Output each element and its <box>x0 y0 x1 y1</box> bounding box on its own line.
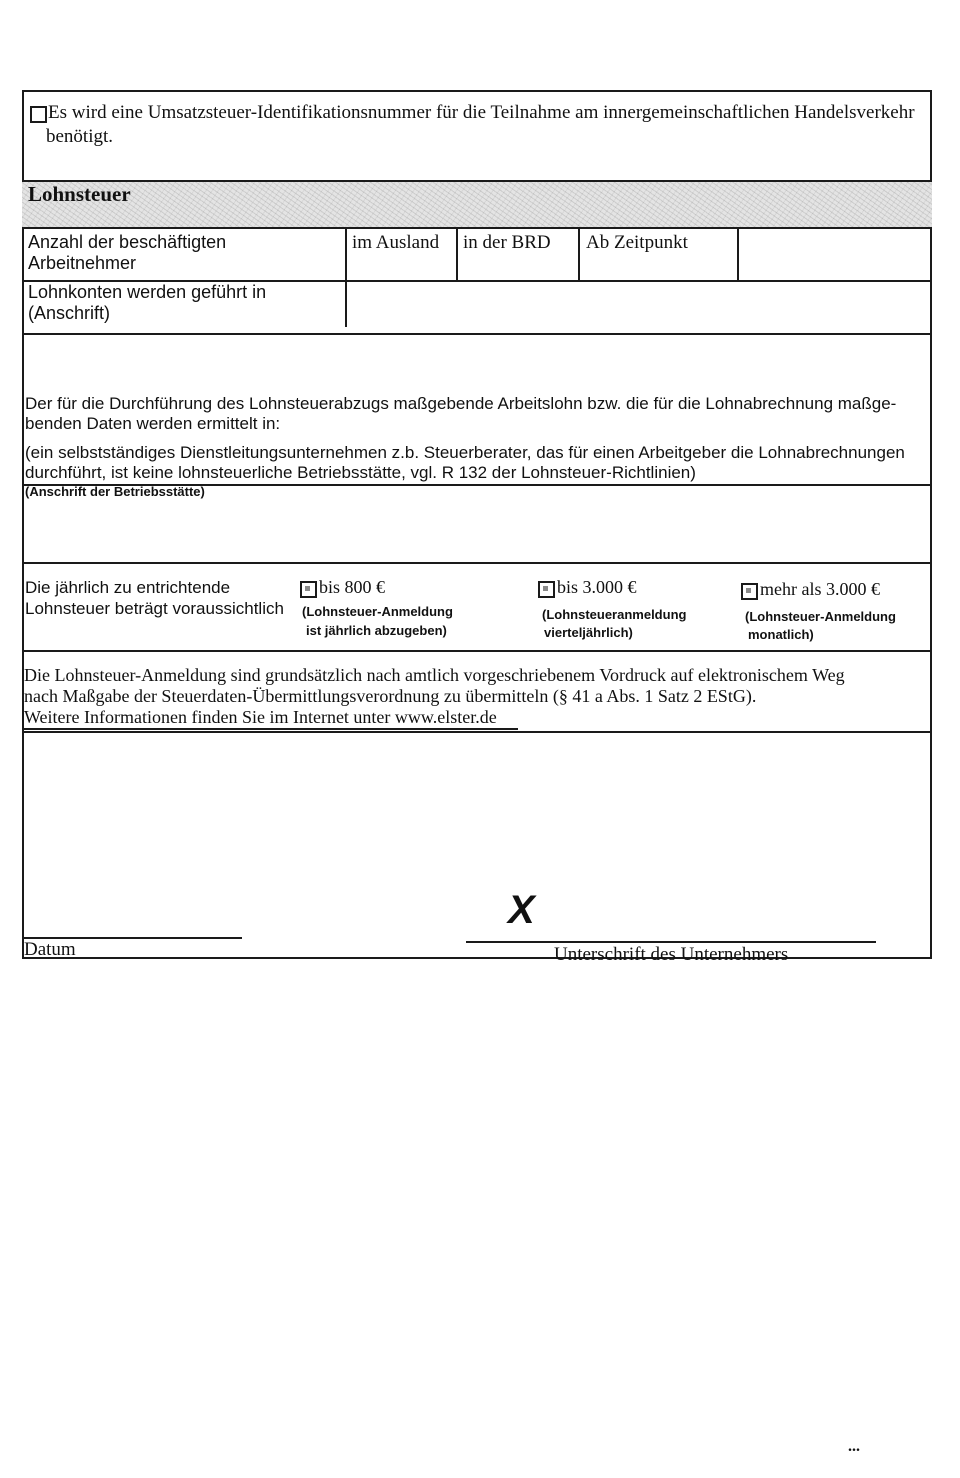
ust-id-notice-line1: Es wird eine Umsatzsteuer-Identifikationsnummer für die Teilnahme am innergemeinschaftlichen Handelsverkehr <box>48 102 915 123</box>
section-header-band <box>22 180 932 227</box>
option-mehr-3000-label: mehr als 3.000 € <box>760 579 880 599</box>
frame-bottom-line <box>22 957 932 959</box>
annual-tax-label-1: Die jährlich zu entrichtende <box>25 578 231 597</box>
electronic-notice-line1: Die Lohnsteuer-Anmeldung sind grundsätzlich nach amtlich vorgeschriebenem Vordruck auf elektronischem Weg <box>24 665 845 685</box>
date-label: Datum <box>24 939 76 960</box>
employees-brd-field[interactable] <box>461 258 573 278</box>
col-header-abroad: im Ausland <box>352 232 440 253</box>
annual-tax-bottom-line <box>22 650 932 652</box>
signature-label: Unterschrift des Unternehmers <box>554 944 789 965</box>
payroll-info-line1: Der für die Durchführung des Lohnsteuerabzugs maßgebende Arbeitslohn bzw. die für die Lohnabrechnung maßge- <box>25 394 897 413</box>
date-field[interactable] <box>24 905 239 935</box>
table-bottom-line <box>22 333 932 335</box>
electronic-notice-line2: nach Maßgabe der Steuerdaten-Übermittlungsverordnung zu übermitteln (§ 41 a Abs. 1 Satz 2 EStG). <box>24 686 757 706</box>
header-band-top-line <box>22 180 932 182</box>
ust-id-notice-line2: benötigt. <box>46 126 114 147</box>
business-address-field[interactable] <box>26 504 926 558</box>
col-header-from: Ab Zeitpunkt <box>586 232 688 253</box>
option-bis-3000-check-mark <box>543 586 548 591</box>
employees-from-field[interactable] <box>742 232 926 278</box>
option-bis-3000-note-2: vierteljährlich) <box>544 625 633 640</box>
footer-dots: ... <box>848 1438 860 1455</box>
payroll-info-line2: benden Daten werden ermittelt in: <box>25 414 281 433</box>
section-header-title: Lohnsteuer <box>28 182 131 206</box>
business-address-bottom-line <box>22 562 932 564</box>
signature-x-mark: X <box>508 888 535 932</box>
option-bis-800-note-2: ist jährlich abzugeben) <box>306 623 447 638</box>
business-address-label: (Anschrift der Betriebsstätte) <box>25 484 205 499</box>
option-bis-800-label: bis 800 € <box>319 577 386 597</box>
payroll-accounts-label-1: Lohnkonten werden geführt in <box>28 282 267 302</box>
frame-top-line <box>22 90 932 92</box>
table-divider-1 <box>345 227 347 327</box>
annual-tax-label-2: Lohnsteuer beträgt voraussichtlich <box>25 599 284 618</box>
signature-line <box>466 941 876 943</box>
option-bis-3000-note-1: (Lohnsteueranmeldung <box>542 607 687 622</box>
employees-count-label-2: Arbeitnehmer <box>28 253 137 273</box>
option-mehr-3000-note-2: monatlich) <box>748 627 814 642</box>
table-divider-3 <box>578 227 580 281</box>
employees-count-label-1: Anzahl der beschäftigten <box>28 232 227 252</box>
payroll-info-line4: durchführt, ist keine lohnsteuerliche Betriebsstätte, vgl. R 132 der Lohnsteuer-Richtlinien) <box>25 463 696 482</box>
option-bis-3000-label: bis 3.000 € <box>557 577 637 597</box>
payroll-accounts-label-2: (Anschrift) <box>28 303 111 323</box>
ust-id-checkbox[interactable] <box>30 106 47 123</box>
option-mehr-3000-note-1: (Lohnsteuer-Anmeldung <box>745 609 896 624</box>
payroll-info-line3: (ein selbstständiges Dienstleitungsunternehmen z.b. Steuerberater, das für einen Arbeitgeber die Lohnabrechnungen <box>25 443 905 462</box>
electronic-notice-bottom-line <box>22 731 932 733</box>
employees-abroad-field[interactable] <box>350 258 450 278</box>
table-divider-2 <box>456 227 458 281</box>
option-bis-3000-checkbox[interactable] <box>538 581 555 598</box>
table-divider-4 <box>737 227 739 281</box>
option-mehr-3000-checkbox[interactable] <box>741 583 758 600</box>
option-bis-800-check-mark <box>305 586 310 591</box>
col-header-brd: in der BRD <box>463 232 551 253</box>
option-bis-800-note-1: (Lohnsteuer-Anmeldung <box>302 604 453 619</box>
electronic-notice-line3: Weitere Informationen finden Sie im Internet unter www.elster.de <box>24 707 497 727</box>
header-band-bottom-line <box>22 227 932 229</box>
option-bis-800-checkbox[interactable] <box>300 581 317 598</box>
payroll-accounts-address-field[interactable] <box>350 284 926 324</box>
option-mehr-3000-check-mark <box>746 588 751 593</box>
electronic-notice-underline <box>22 728 518 730</box>
